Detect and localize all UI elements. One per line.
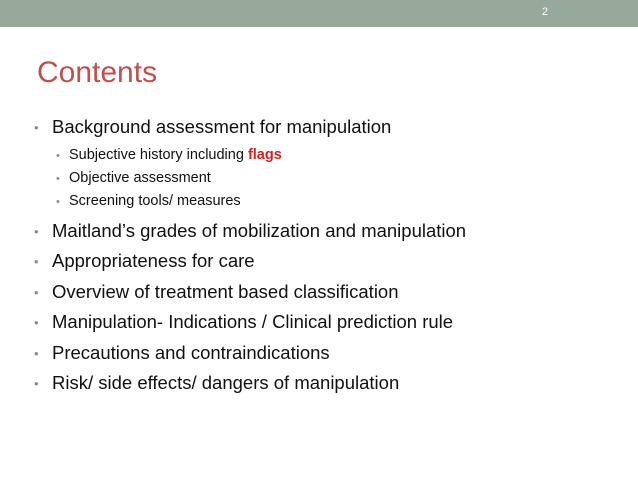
- bullet-item: [34, 281, 624, 312]
- bullet-dot-icon: •: [34, 345, 39, 361]
- bullet-item: [34, 372, 624, 403]
- bullet-item: [34, 220, 624, 251]
- bullet-text: Overview of treatment based classification: [52, 280, 399, 302]
- bullet-text: Appropriateness for care: [52, 250, 255, 271]
- sub-bullet-item: [34, 193, 624, 220]
- bullet-item: [34, 250, 624, 281]
- slide-number: 2: [541, 6, 548, 18]
- bullet-dot-icon: •: [56, 172, 60, 185]
- bullet-text: Maitland’s grades of mobilization and manipulation: [52, 219, 467, 241]
- bullet-text: Manipulation- Indications / Clinical prediction rule: [52, 311, 454, 332]
- bullet-dot-icon: •: [56, 149, 60, 162]
- bullet-dot-icon: •: [34, 284, 39, 300]
- bullet-list: [34, 116, 624, 403]
- bullet-text: Risk/ side effects/ dangers of manipulation: [52, 372, 400, 393]
- sub-bullet-item: [34, 170, 624, 193]
- bullet-dot-icon: •: [34, 120, 39, 135]
- bullet-text: Subjective history including: [69, 146, 248, 163]
- slide-title: Contents: [37, 56, 158, 89]
- bullet-text: Background assessment for manipulation: [52, 116, 392, 137]
- bullet-dot-icon: •: [34, 254, 39, 269]
- flags-highlight: flags: [247, 146, 282, 163]
- bullet-dot-icon: •: [56, 195, 60, 208]
- bullet-text: Objective assessment: [69, 169, 211, 186]
- bullet-dot-icon: •: [34, 223, 39, 239]
- sub-bullet-item: [34, 147, 624, 170]
- bullet-item: [34, 342, 624, 373]
- bullet-item: [34, 311, 624, 342]
- header-bar: [0, 0, 638, 27]
- bullet-text: Precautions and contraindications: [52, 341, 330, 363]
- bullet-dot-icon: •: [34, 315, 39, 330]
- bullet-item: [34, 116, 624, 147]
- bullet-text: Screening tools/ measures: [69, 192, 241, 209]
- bullet-dot-icon: •: [34, 376, 39, 391]
